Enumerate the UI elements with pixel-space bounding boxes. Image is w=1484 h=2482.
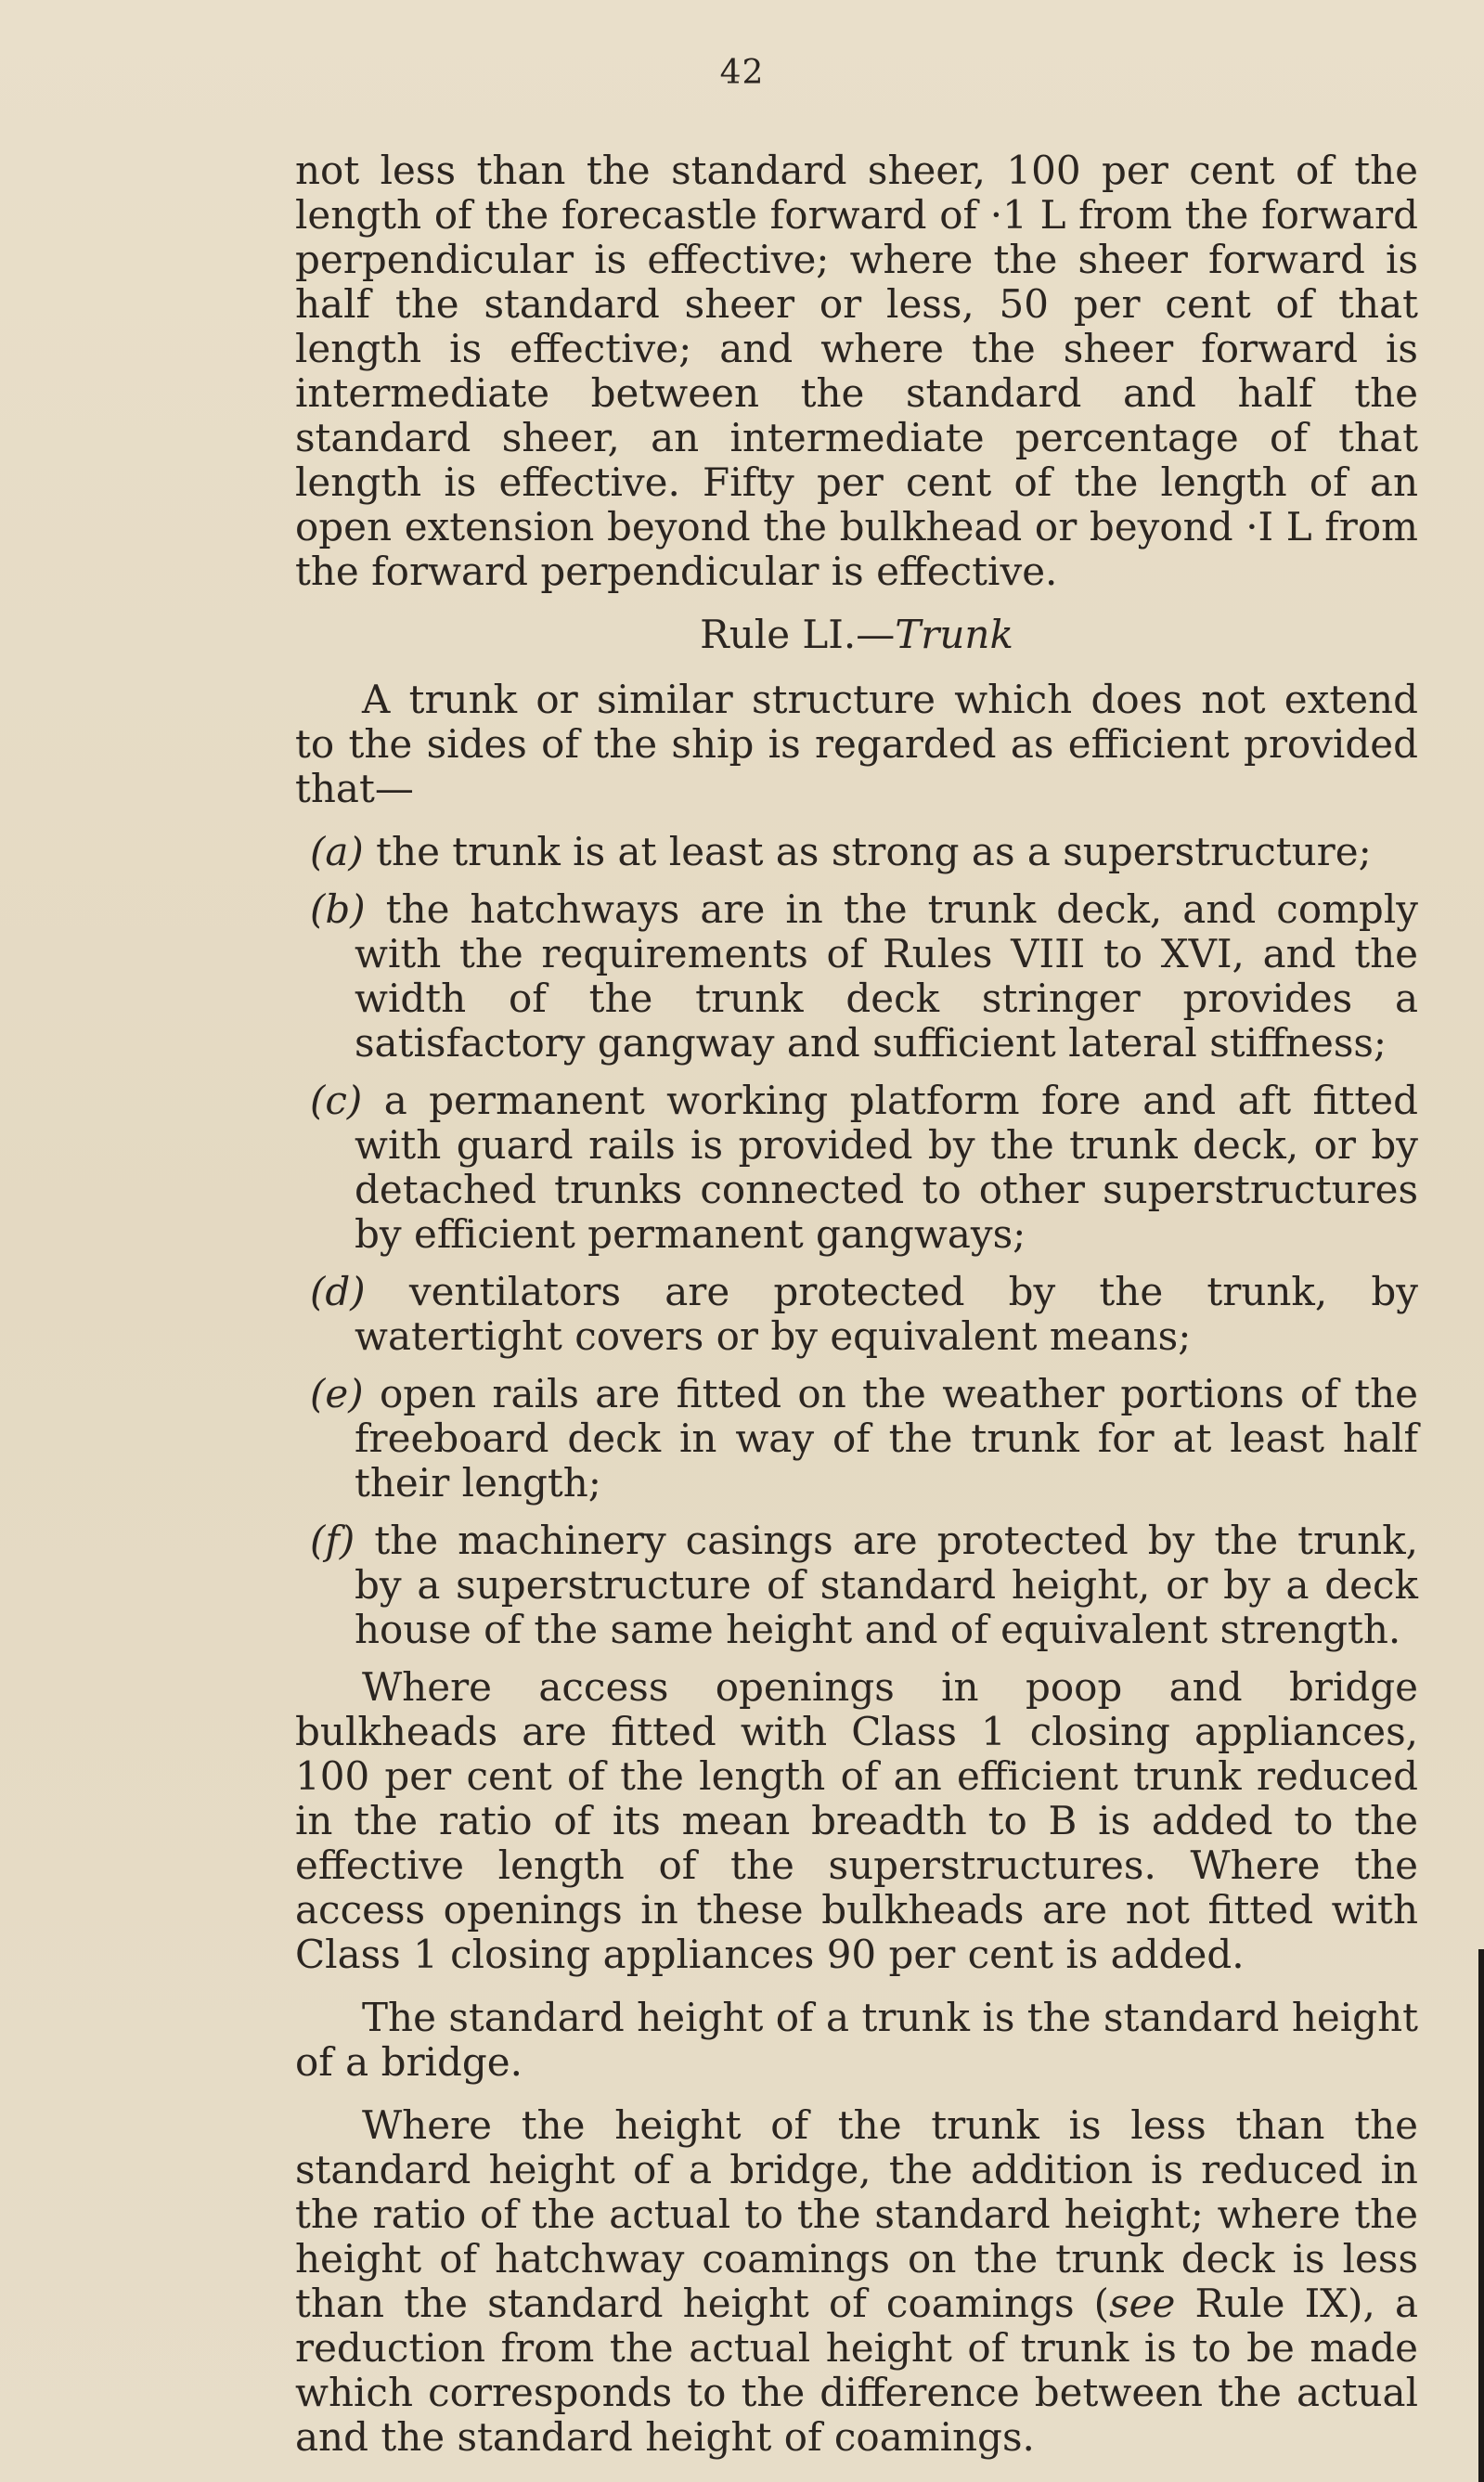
see-reference: see: [1109, 2281, 1176, 2326]
height-text-a: Where the height of the trunk is less than the standard height of a bridge, the addition is reduced in the ratio of the actual to the standard height; where the height of hatchway coamings on the trunk deck is less than the standard height of coamings (: [295, 2102, 1418, 2326]
condition-letter: (a): [310, 829, 364, 874]
condition-letter: (b): [310, 886, 366, 932]
condition-letter: (d): [310, 1269, 366, 1314]
condition-text: the trunk is at least as strong as a superstructure;: [376, 829, 1372, 874]
condition-item: [295, 1079, 1418, 1257]
paragraph-height-reduction: [295, 2103, 1418, 2460]
condition-item: [295, 1372, 1418, 1506]
rule-title: Trunk: [895, 612, 1013, 657]
condition-item: [295, 1519, 1418, 1652]
condition-item: [295, 1270, 1418, 1359]
condition-text: ventilators are protected by the trunk, by watertight covers or by equivalent means;: [355, 1269, 1418, 1359]
conditions-list: [295, 830, 1418, 1652]
rule-number: Rule LI.—: [700, 612, 896, 657]
condition-text: a permanent working platform fore and aft fitted with guard rails is provided by the trunk deck, or by detached trunks connected to other superstructures by efficient permanent gangways;: [355, 1078, 1418, 1257]
condition-letter: (f): [310, 1518, 355, 1563]
paragraph-intro: not less than the standard sheer, 100 per cent of the length of the forecastle forward of ·1 L from the forward perpendicular is effective; where the sheer forward is half the standard sheer or less, 50 per cent of that length is effective; and where the sheer forward is intermediate between the standard and half the standard sheer, an intermediate percentage of that length is effective. Fifty per cent of the length of an open extension beyond the bulkhead or beyond ·I L from the forward perpendicular is effective.: [295, 148, 1418, 594]
height-text-b: Rule IX), a reduction from the actual height of trunk is to be made which corresponds to the difference between the actual and the standard height of coamings.: [295, 2281, 1418, 2460]
page-edge-shadow: [1478, 1949, 1484, 2482]
body-text: [295, 149, 1418, 2478]
condition-letter: (c): [310, 1078, 363, 1123]
condition-text: open rails are fitted on the weather portions of the freeboard deck in way of the trunk for at least half their length;: [355, 1371, 1418, 1506]
condition-letter: (e): [310, 1371, 364, 1416]
paragraph-trunk-intro: A trunk or similar structure which does not extend to the sides of the ship is regarded as efficient provided that—: [295, 677, 1418, 811]
condition-item: [295, 830, 1418, 874]
paragraph-access-openings: Where access openings in poop and bridge bulkheads are fitted with Class 1 closing appliances, 100 per cent of the length of an efficient trunk reduced in the ratio of its mean breadth to B is added to the effective length of the superstructures. Where the access openings in these bulkheads are not fitted with Class 1 closing appliances 90 per cent is added.: [295, 1664, 1418, 1977]
condition-text: the machinery casings are protected by the trunk, by a superstructure of standard height, or by a deck house of the same height and of equivalent strength.: [355, 1518, 1418, 1652]
condition-text: the hatchways are in the trunk deck, and comply with the requirements of Rules VIII to XVI, and the width of the trunk deck stringer provides a satisfactory gangway and sufficient lateral stiffness;: [355, 886, 1418, 1066]
rule-heading: [295, 613, 1418, 657]
condition-item: [295, 887, 1418, 1066]
paragraph-standard-height: The standard height of a trunk is the standard height of a bridge.: [295, 1995, 1418, 2085]
page-number: 42: [719, 54, 765, 92]
